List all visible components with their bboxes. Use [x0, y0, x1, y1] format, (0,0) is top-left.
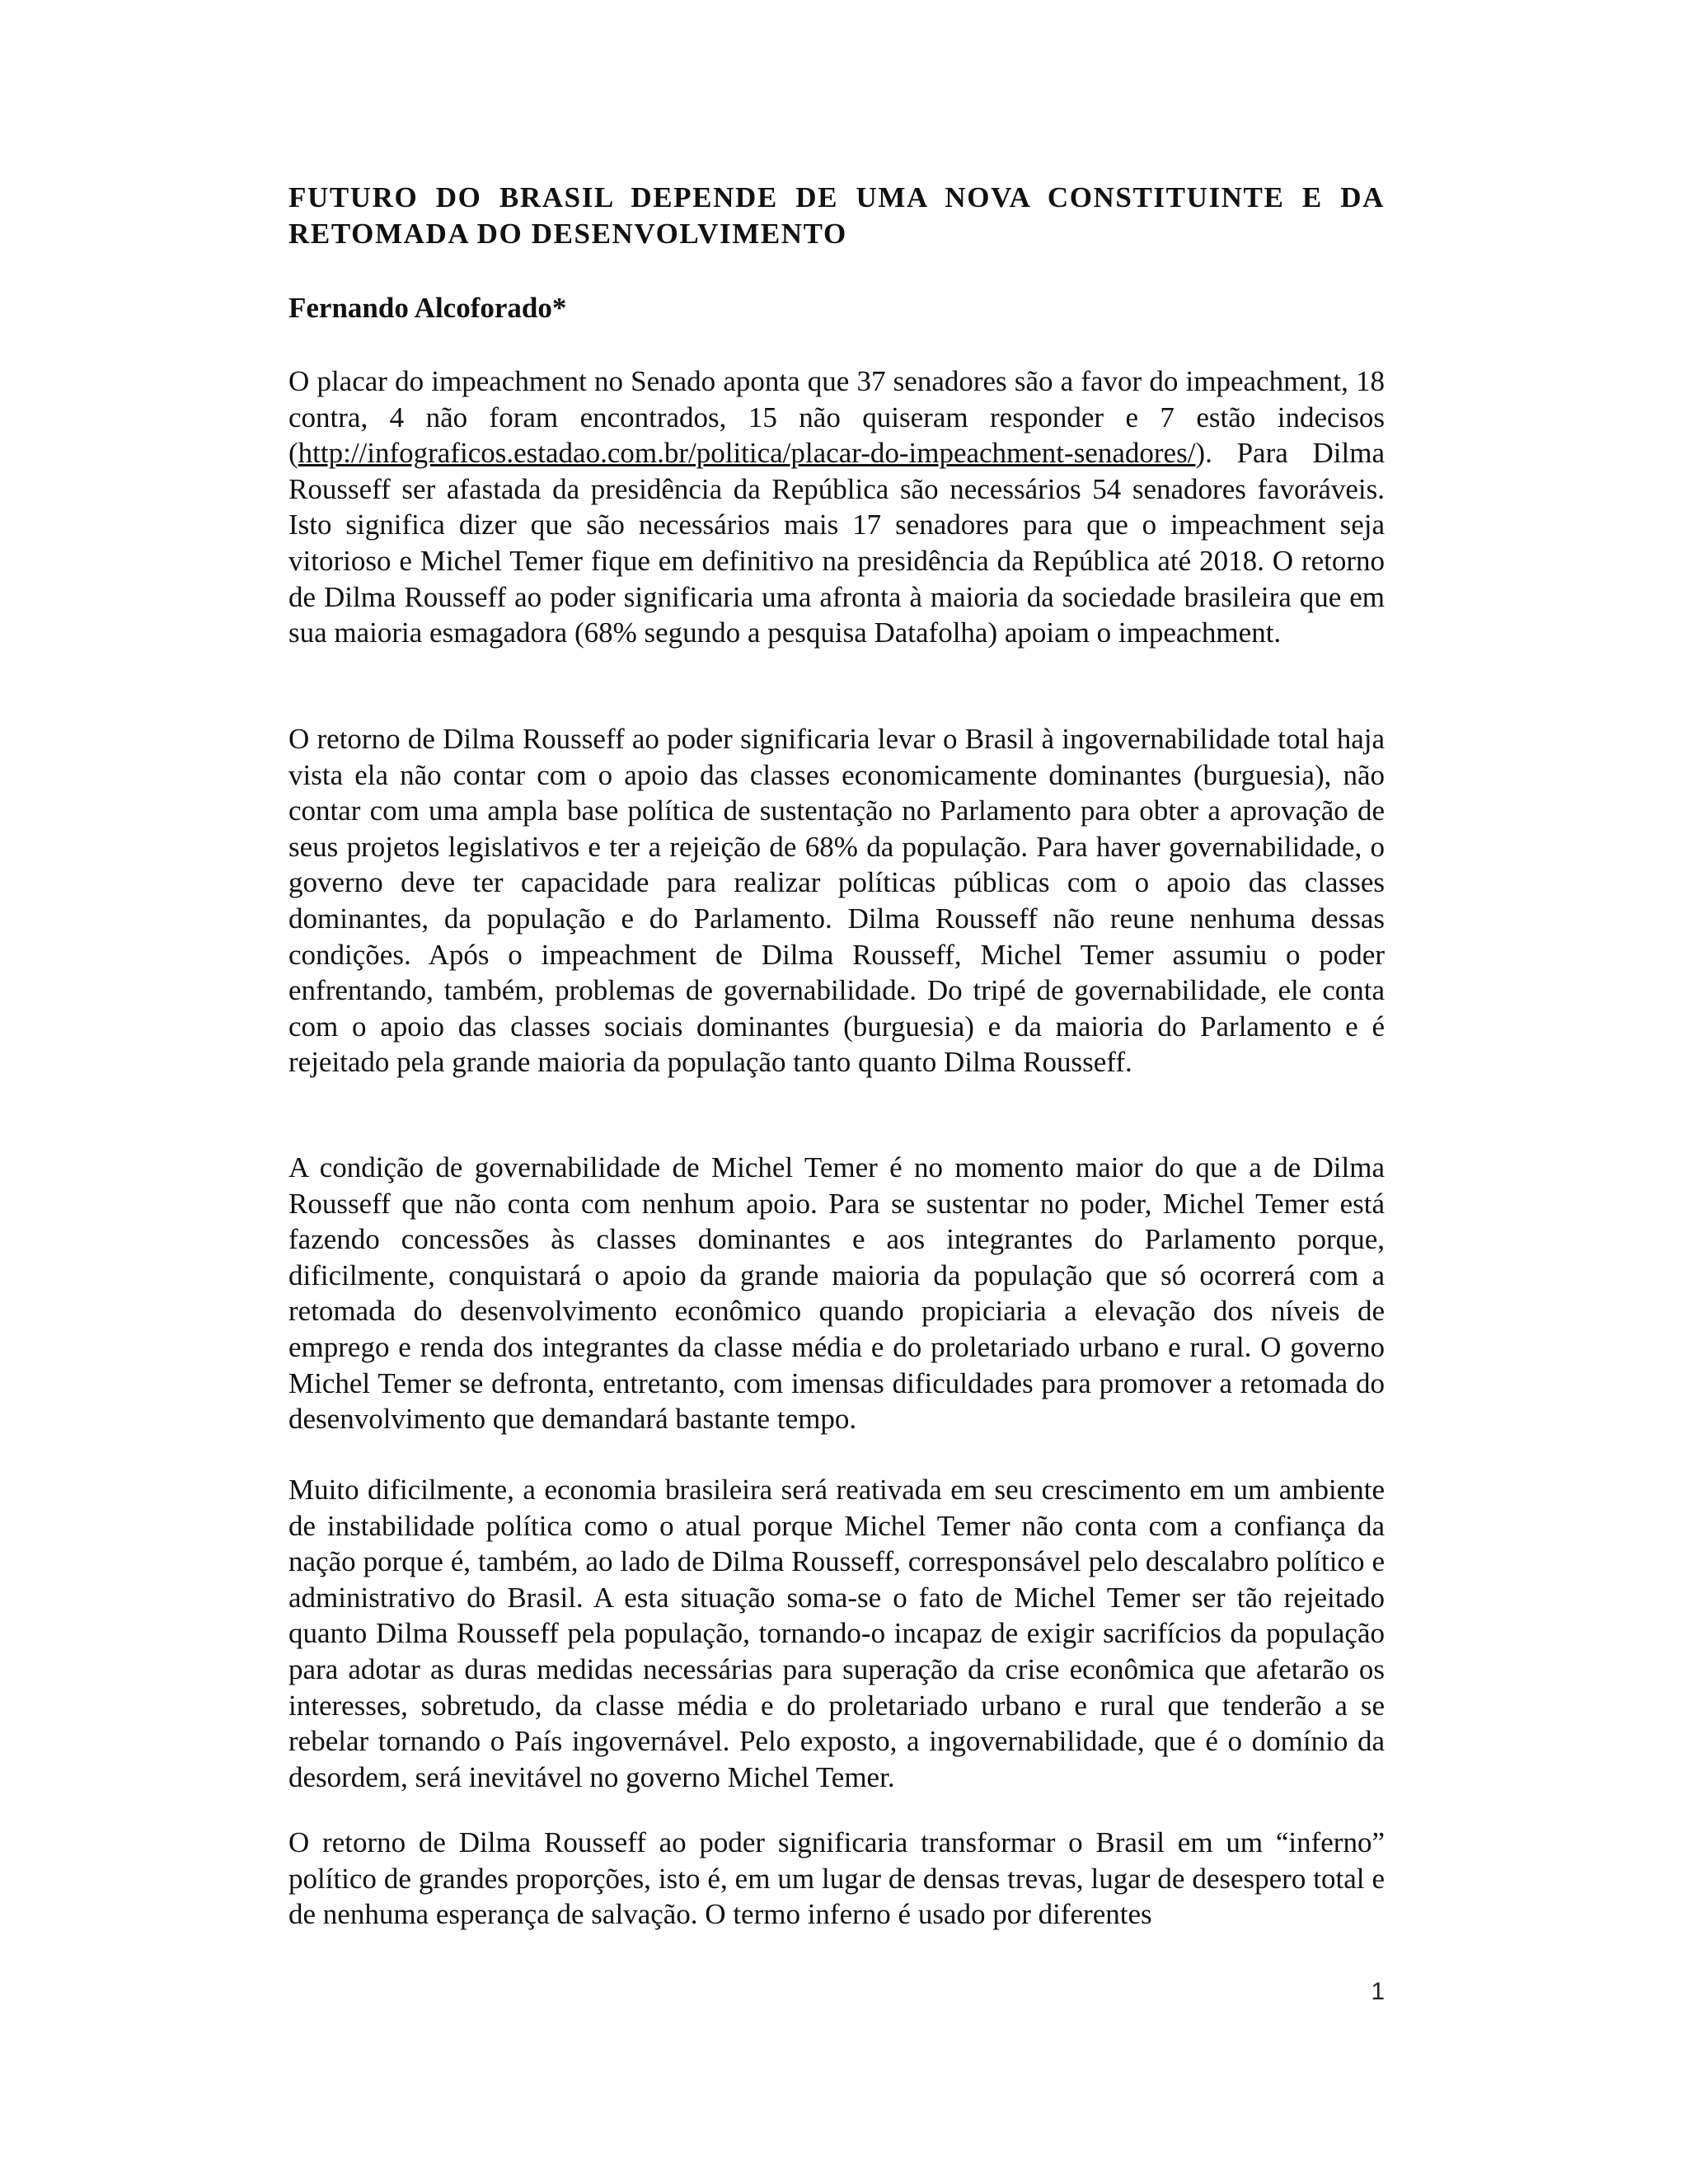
author-name: Fernando Alcoforado*: [288, 292, 567, 324]
paragraph-3: A condição de governabilidade de Michel Temer é no momento maior do que a de Dilma Rousseff que não conta com nenhum apoio. Para se sustentar no poder, Michel Temer está fazendo concessões às classes dominantes e aos integrantes do Parlamento porque, dificilmente, conquistará o apoio da grande maioria da população que só ocorrerá com a retomada do desenvolvimento econômico quando propiciaria a elevação dos níveis de emprego e renda dos integrantes da classe média e do proletariado urbano e rural. O governo Michel Temer se defronta, entretanto, com imensas dificuldades para promover a retomada do desenvolvimento que demandará bastante tempo.: [288, 1151, 1385, 1436]
document-page: [288, 0, 1385, 2184]
paragraph-1-text-before-link: O placar do impeachment no Senado aponta que 37 senadores são a favor do impeachment, 18 contra, 4 não foram encontrados, 15 não quiseram responder e 7 estão indecisos (: [288, 365, 1385, 470]
page-number: 1: [1371, 1978, 1385, 2005]
document-title: FUTURO DO BRASIL DEPENDE DE UMA NOVA CONSTITUINTE E DA RETOMADA DO DESENVOLVIMENTO: [288, 181, 1385, 250]
paragraph-4: Muito dificilmente, a economia brasileira será reativada em seu crescimento em um ambiente de instabilidade política como o atual porque Michel Temer não conta com a confiança da nação porque é, também, ao lado de Dilma Rousseff, corresponsável pelo descalabro político e administrativo do Brasil. A esta situação soma-se o fato de Michel Temer ser tão rejeitado quanto Dilma Rousseff pela população, tornando-o incapaz de exigir sacrifícios da população para adotar as duras medidas necessárias para superação da crise econômica que afetarão os interesses, sobretudo, da classe média e do proletariado urbano e rural que tenderão a se rebelar tornando o País ingovernável. Pelo exposto, a ingovernabilidade, que é o domínio da desordem, será inevitável no governo Michel Temer.: [288, 1474, 1385, 1793]
paragraph-2: O retorno de Dilma Rousseff ao poder significaria levar o Brasil à ingovernabilidade total haja vista ela não contar com o apoio das classes economicamente dominantes (burguesia), não contar com uma ampla base política de sustentação no Parlamento para obter a aprovação de seus projetos legislativos e ter a rejeição de 68% da população. Para haver governabilidade, o governo deve ter capacidade para realizar políticas públicas com o apoio das classes dominantes, da população e do Parlamento. Dilma Rousseff não reune nenhuma dessas condições. Após o impeachment de Dilma Rousseff, Michel Temer assumiu o poder enfrentando, também, problemas de governabilidade. Do tripé de governabilidade, ele conta com o apoio das classes sociais dominantes (burguesia) e da maioria do Parlamento e é rejeitado pela grande maioria da população tanto quanto Dilma Rousseff.: [288, 723, 1385, 1079]
paragraph-5: O retorno de Dilma Rousseff ao poder significaria transformar o Brasil em um “inferno” político de grandes proporções, isto é, em um lugar de densas trevas, lugar de desespero total e de nenhuma esperança de salvação. O termo inferno é usado por diferentes: [288, 1826, 1385, 1931]
source-link[interactable]: http://infograficos.estadao.com.br/politica/placar-do-impeachment-senadores/: [298, 437, 1196, 470]
paragraph-1-text-after-link: ). Para Dilma Rousseff ser afastada da presidência da República são necessários 54 senadores favoráveis. Isto significa dizer que são necessários mais 17 senadores para que o impeachment seja vitorioso e Michel Temer fique em definitivo na presidência da República até 2018. O retorno de Dilma Rousseff ao poder significaria uma afronta à maioria da sociedade brasileira que em sua maioria esmagadora (68% segundo a pesquisa Datafolha) apoiam o impeachment.: [288, 437, 1385, 649]
paragraph-1: [288, 363, 1385, 651]
